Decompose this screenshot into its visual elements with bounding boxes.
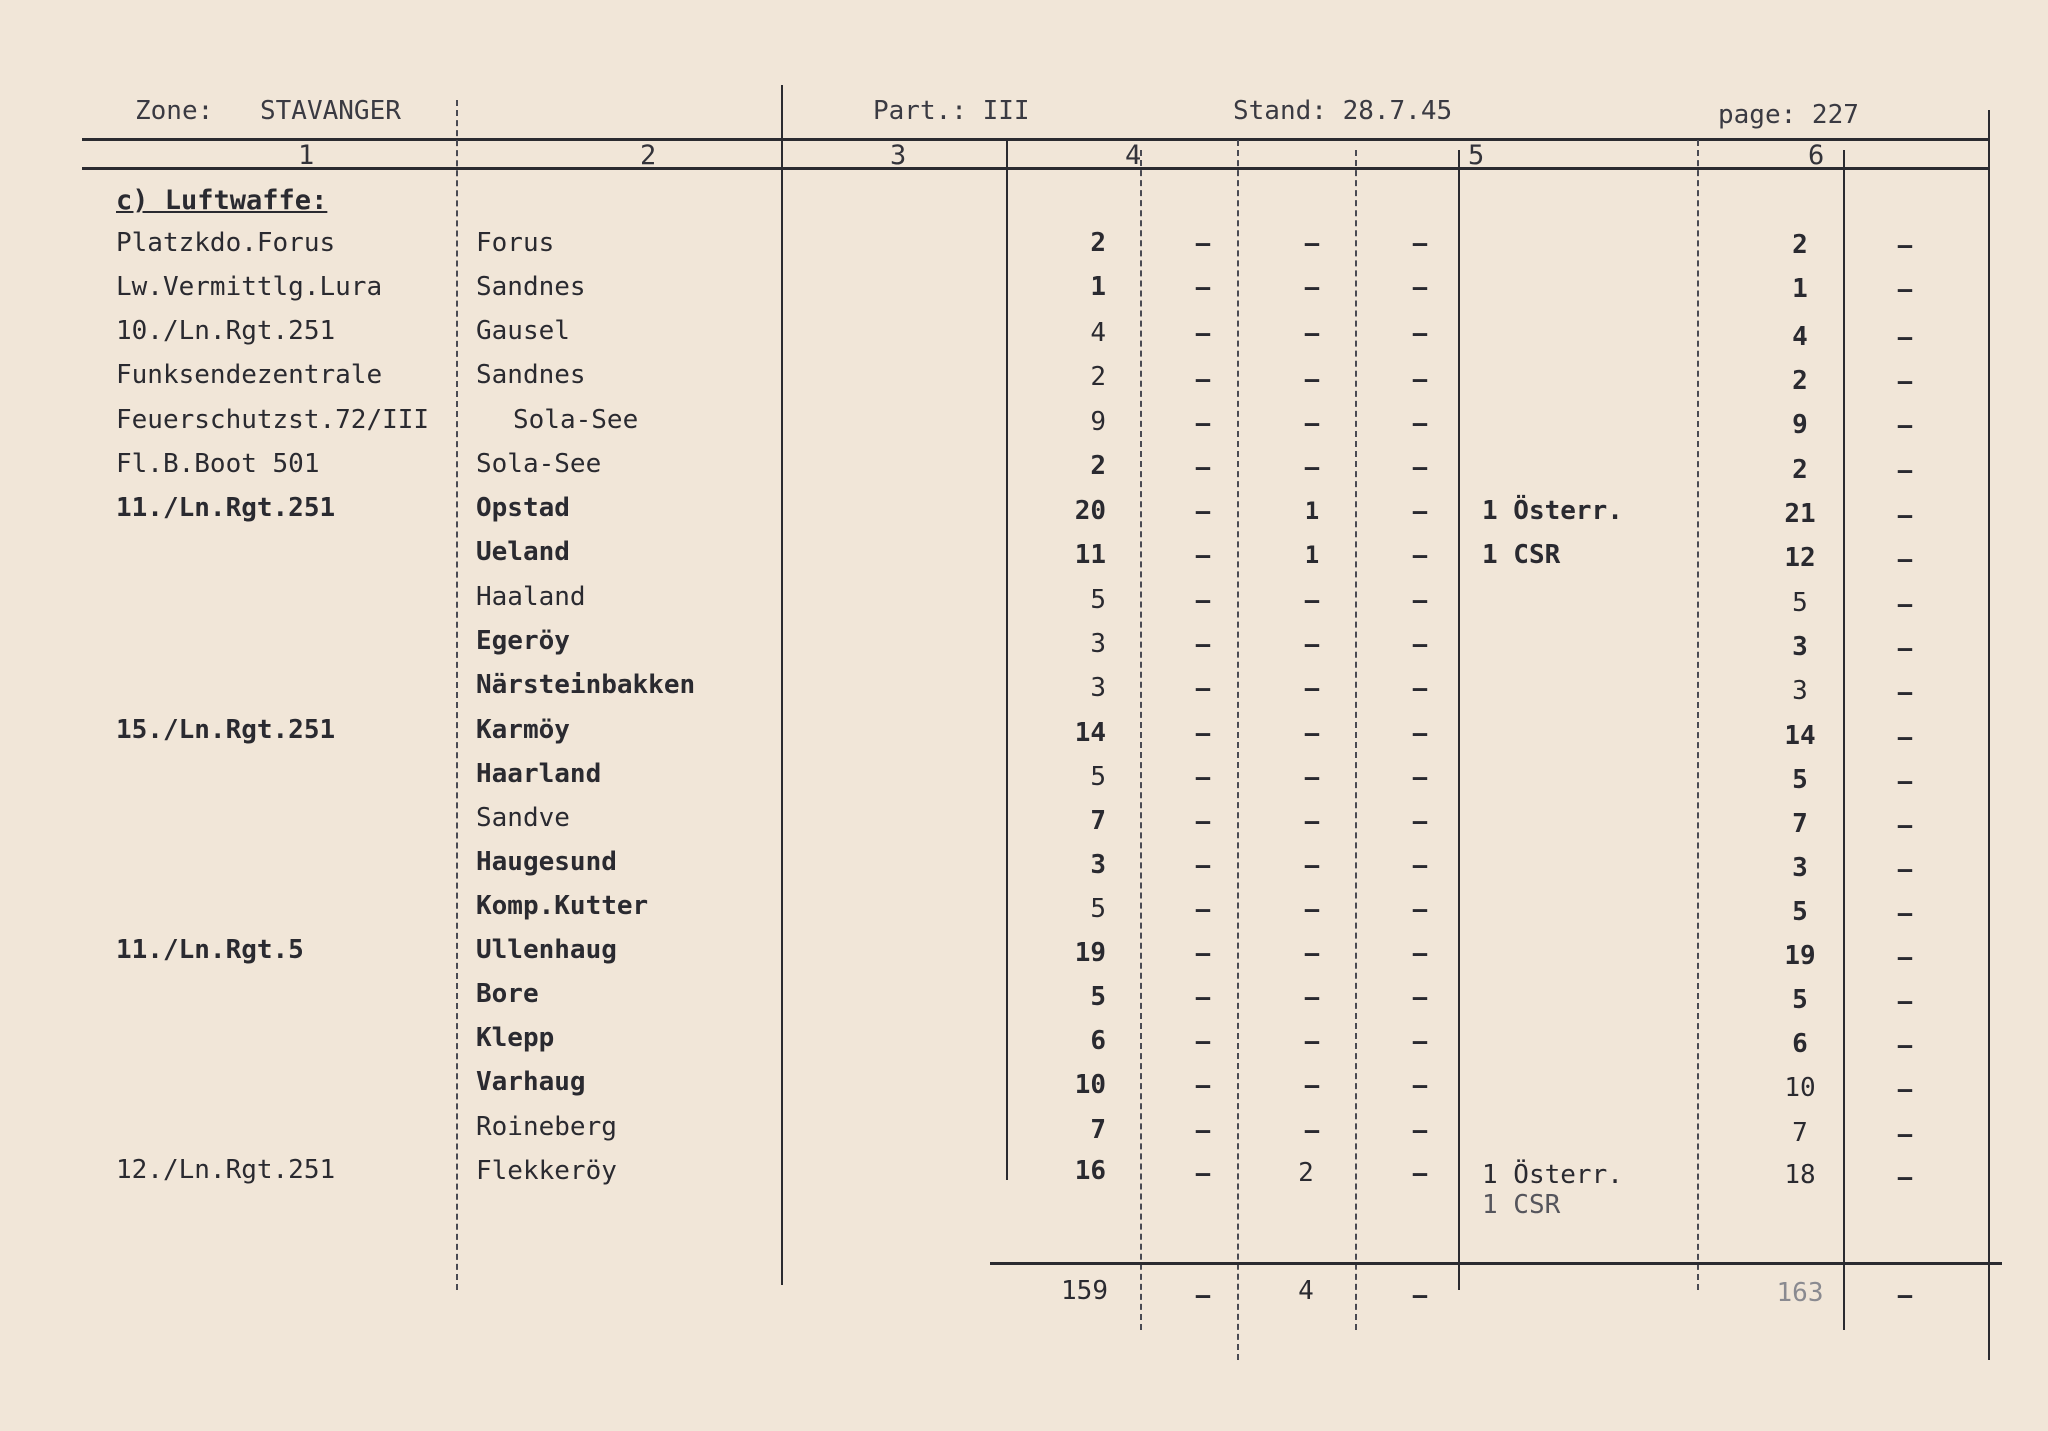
row-16-col4c: –: [1304, 895, 1320, 923]
row-7-col6: 21: [1784, 499, 1816, 529]
column-divider-4c: [1355, 150, 1357, 1330]
row-19-place: Klepp: [476, 1023, 555, 1053]
row-1-place: Forus: [476, 228, 555, 258]
row-13-col4: 5: [1090, 762, 1106, 792]
total-col4c: 4: [1298, 1276, 1314, 1306]
row-22-col4b: –: [1195, 1159, 1211, 1187]
row-2-col4: 1: [1090, 272, 1106, 302]
row-10-col4: 3: [1090, 629, 1106, 659]
row-1-col4b: –: [1195, 229, 1211, 257]
row-16-col6: 5: [1792, 897, 1808, 927]
row-8-place: Ueland: [476, 537, 570, 567]
row-17-unit: 11./Ln.Rgt.5: [116, 935, 304, 965]
row-11-col4d: –: [1412, 674, 1428, 702]
row-8-col4: 11: [1074, 540, 1106, 570]
row-8-col4d: –: [1412, 541, 1428, 569]
row-8-col4c: 1: [1304, 541, 1320, 569]
row-22-note2: 1 CSR: [1482, 1190, 1561, 1220]
row-21-col6: 7: [1792, 1118, 1808, 1148]
row-1-col6: 2: [1792, 230, 1808, 260]
column-divider-3: [1006, 140, 1008, 1180]
row-10-col4c: –: [1304, 630, 1320, 658]
row-1-unit: Platzkdo.Forus: [116, 228, 336, 258]
row-13-col6: 5: [1792, 765, 1808, 795]
row-10-col4b: –: [1195, 630, 1211, 658]
row-22-col4d: –: [1412, 1159, 1428, 1187]
row-16-col6b: –: [1897, 899, 1913, 927]
row-2-unit: Lw.Vermittlg.Lura: [116, 272, 383, 302]
row-4-col6b: –: [1897, 367, 1913, 395]
row-11-col6: 3: [1792, 676, 1808, 706]
row-6-unit: Fl.B.Boot 501: [116, 449, 320, 479]
row-7-col4c: 1: [1304, 497, 1320, 525]
row-18-col4d: –: [1412, 983, 1428, 1011]
section-title: c) Luftwaffe:: [116, 185, 328, 216]
total-col4: 159: [1061, 1276, 1108, 1306]
row-4-col6: 2: [1792, 366, 1808, 396]
row-1-col4c: –: [1304, 229, 1320, 257]
row-5-col4b: –: [1195, 409, 1211, 437]
row-20-place: Varhaug: [476, 1067, 586, 1097]
row-7-col4: 20: [1074, 496, 1106, 526]
row-3-col6b: –: [1897, 323, 1913, 351]
row-14-col4b: –: [1195, 807, 1211, 835]
row-15-col4d: –: [1412, 851, 1428, 879]
column-divider-4b: [1237, 140, 1239, 1360]
row-18-col4c: –: [1304, 983, 1320, 1011]
row-21-col6b: –: [1897, 1120, 1913, 1148]
row-6-place: Sola-See: [476, 449, 602, 479]
row-12-col4: 14: [1074, 718, 1106, 748]
row-17-col4: 19: [1074, 938, 1106, 968]
row-20-col4d: –: [1412, 1071, 1428, 1099]
row-19-col4b: –: [1195, 1027, 1211, 1055]
row-12-col4b: –: [1195, 719, 1211, 747]
row-18-place: Bore: [476, 979, 539, 1009]
row-5-col6: 9: [1792, 410, 1808, 440]
row-6-col4d: –: [1412, 453, 1428, 481]
row-15-col4c: –: [1304, 851, 1320, 879]
row-22-col4: 16: [1074, 1156, 1106, 1186]
row-15-col6: 3: [1792, 853, 1808, 883]
row-16-col4: 5: [1090, 894, 1106, 924]
row-22-col4c: 2: [1298, 1158, 1314, 1188]
column-divider-1: [456, 100, 458, 1290]
row-22-col6b: –: [1897, 1163, 1913, 1191]
row-6-col6b: –: [1897, 456, 1913, 484]
row-6-col4c: –: [1304, 453, 1320, 481]
row-22-col6: 18: [1784, 1160, 1816, 1190]
total-col6: 163: [1776, 1278, 1824, 1308]
row-2-col4d: –: [1412, 273, 1428, 301]
row-9-col4c: –: [1304, 586, 1320, 614]
row-14-col4: 7: [1090, 806, 1106, 836]
row-7-col4d: –: [1412, 497, 1428, 525]
column-divider-6: [1697, 140, 1699, 1290]
row-16-place: Komp.Kutter: [476, 891, 649, 921]
row-10-col4d: –: [1412, 630, 1428, 658]
row-4-place: Sandnes: [476, 360, 586, 390]
row-5-col4: 9: [1090, 407, 1106, 437]
totals-rule: [990, 1262, 2002, 1265]
row-3-col4c: –: [1304, 319, 1320, 347]
column-number-6: 6: [1808, 140, 1825, 171]
row-4-col4b: –: [1195, 365, 1211, 393]
row-11-place: Närsteinbakken: [476, 670, 696, 700]
row-12-col4d: –: [1412, 719, 1428, 747]
row-13-col4c: –: [1304, 763, 1320, 791]
row-4-col4d: –: [1412, 365, 1428, 393]
column-divider-2: [781, 85, 783, 1285]
row-20-col4b: –: [1195, 1071, 1211, 1099]
column-number-5: 5: [1468, 140, 1485, 171]
total-col6b: –: [1897, 1281, 1913, 1309]
row-3-col4b: –: [1195, 319, 1211, 347]
column-number-1: 1: [298, 140, 315, 171]
total-col4d: –: [1412, 1281, 1428, 1309]
row-5-place: Sola-See: [513, 405, 639, 435]
zone-label: Zone:: [135, 96, 214, 126]
row-9-col6b: –: [1897, 590, 1913, 618]
row-21-col4b: –: [1195, 1116, 1211, 1144]
row-6-col6: 2: [1792, 455, 1808, 485]
row-3-unit: 10./Ln.Rgt.251: [116, 316, 336, 346]
row-5-col4c: –: [1304, 409, 1320, 437]
row-12-unit: 15./Ln.Rgt.251: [116, 715, 336, 745]
row-9-place: Haaland: [476, 582, 586, 612]
row-2-col6b: –: [1897, 275, 1913, 303]
row-4-col4: 2: [1090, 362, 1106, 392]
stand-label: Stand: 28.7.45: [1233, 96, 1453, 126]
row-18-col6: 5: [1792, 985, 1808, 1015]
row-14-col6: 7: [1792, 809, 1808, 839]
row-14-col6b: –: [1897, 811, 1913, 839]
row-19-col6: 6: [1792, 1029, 1808, 1059]
row-20-col6: 10: [1784, 1073, 1816, 1103]
row-5-col4d: –: [1412, 409, 1428, 437]
row-7-place: Opstad: [476, 493, 570, 523]
row-10-col6: 3: [1792, 632, 1808, 662]
row-7-col4b: –: [1195, 497, 1211, 525]
row-21-col4c: –: [1304, 1116, 1320, 1144]
row-19-col6b: –: [1897, 1031, 1913, 1059]
row-13-col6b: –: [1897, 767, 1913, 795]
row-20-col4c: –: [1304, 1071, 1320, 1099]
row-8-note: 1 CSR: [1482, 540, 1561, 570]
row-10-col6b: –: [1897, 634, 1913, 662]
row-3-col4d: –: [1412, 319, 1428, 347]
row-22-place: Flekkeröy: [476, 1156, 617, 1186]
column-number-4: 4: [1125, 140, 1142, 171]
row-18-col4b: –: [1195, 983, 1211, 1011]
row-15-col6b: –: [1897, 855, 1913, 883]
row-21-col4: 7: [1090, 1115, 1106, 1145]
row-21-place: Roineberg: [476, 1112, 617, 1142]
row-11-col6b: –: [1897, 678, 1913, 706]
zone-value: STAVANGER: [260, 96, 401, 126]
row-7-col6b: –: [1897, 501, 1913, 529]
row-19-col4d: –: [1412, 1027, 1428, 1055]
row-13-col4d: –: [1412, 763, 1428, 791]
total-col4b: –: [1195, 1281, 1211, 1309]
row-3-place: Gausel: [476, 316, 570, 346]
row-15-col4: 3: [1090, 850, 1106, 880]
row-12-col6b: –: [1897, 723, 1913, 751]
row-6-col4b: –: [1195, 453, 1211, 481]
row-11-col4b: –: [1195, 674, 1211, 702]
row-9-col4: 5: [1090, 585, 1106, 615]
row-2-place: Sandnes: [476, 272, 586, 302]
row-7-note: 1 Österr.: [1482, 496, 1623, 526]
row-4-col4c: –: [1304, 365, 1320, 393]
row-11-col4: 3: [1090, 673, 1106, 703]
page-label: page: 227: [1718, 100, 1859, 130]
row-13-place: Haarland: [476, 759, 602, 789]
row-12-col4c: –: [1304, 719, 1320, 747]
row-17-place: Ullenhaug: [476, 935, 617, 965]
row-17-col4c: –: [1304, 939, 1320, 967]
column-number-2: 2: [640, 140, 657, 171]
row-9-col6: 5: [1792, 588, 1808, 618]
row-8-col6: 12: [1784, 543, 1816, 573]
row-22-unit: 12./Ln.Rgt.251: [116, 1155, 336, 1185]
row-17-col6: 19: [1784, 941, 1816, 971]
row-9-col4b: –: [1195, 586, 1211, 614]
row-16-col4b: –: [1195, 895, 1211, 923]
row-18-col6b: –: [1897, 987, 1913, 1015]
row-15-place: Haugesund: [476, 847, 617, 877]
row-10-place: Egeröy: [476, 626, 570, 656]
row-7-unit: 11./Ln.Rgt.251: [116, 493, 336, 523]
column-divider-5: [1458, 150, 1460, 1290]
row-2-col4c: –: [1304, 273, 1320, 301]
row-8-col6b: –: [1897, 545, 1913, 573]
row-20-col6b: –: [1897, 1075, 1913, 1103]
header-rule-bottom: [82, 167, 1990, 170]
row-19-col4: 6: [1090, 1026, 1106, 1056]
row-1-col4: 2: [1090, 228, 1106, 258]
row-14-col4d: –: [1412, 807, 1428, 835]
row-21-col4d: –: [1412, 1116, 1428, 1144]
header-rule-top: [82, 138, 1990, 141]
row-4-unit: Funksendezentrale: [116, 360, 383, 390]
row-17-col6b: –: [1897, 943, 1913, 971]
row-19-col4c: –: [1304, 1027, 1320, 1055]
row-16-col4d: –: [1412, 895, 1428, 923]
part-label: Part.: III: [873, 96, 1030, 126]
row-11-col4c: –: [1304, 674, 1320, 702]
row-17-col4b: –: [1195, 939, 1211, 967]
row-14-place: Sandve: [476, 803, 570, 833]
row-1-col4d: –: [1412, 229, 1428, 257]
row-9-col4d: –: [1412, 586, 1428, 614]
row-6-col4: 2: [1090, 451, 1106, 481]
row-12-place: Karmöy: [476, 715, 570, 745]
column-divider-right: [1988, 110, 1990, 1360]
row-20-col4: 10: [1074, 1070, 1106, 1100]
row-18-col4: 5: [1090, 982, 1106, 1012]
row-5-unit: Feuerschutzst.72/III: [116, 405, 430, 435]
row-13-col4b: –: [1195, 763, 1211, 791]
row-3-col6: 4: [1792, 322, 1808, 352]
row-12-col6: 14: [1784, 721, 1816, 751]
column-divider-4a: [1140, 150, 1142, 1330]
column-number-3: 3: [890, 140, 907, 171]
row-14-col4c: –: [1304, 807, 1320, 835]
row-15-col4b: –: [1195, 851, 1211, 879]
row-3-col4: 4: [1090, 318, 1106, 348]
row-2-col6: 1: [1792, 274, 1808, 304]
row-2-col4b: –: [1195, 273, 1211, 301]
row-17-col4d: –: [1412, 939, 1428, 967]
row-22-note: 1 Österr.: [1482, 1160, 1623, 1190]
column-divider-6b: [1843, 150, 1845, 1330]
row-1-col6b: –: [1897, 231, 1913, 259]
row-5-col6b: –: [1897, 411, 1913, 439]
row-8-col4b: –: [1195, 541, 1211, 569]
